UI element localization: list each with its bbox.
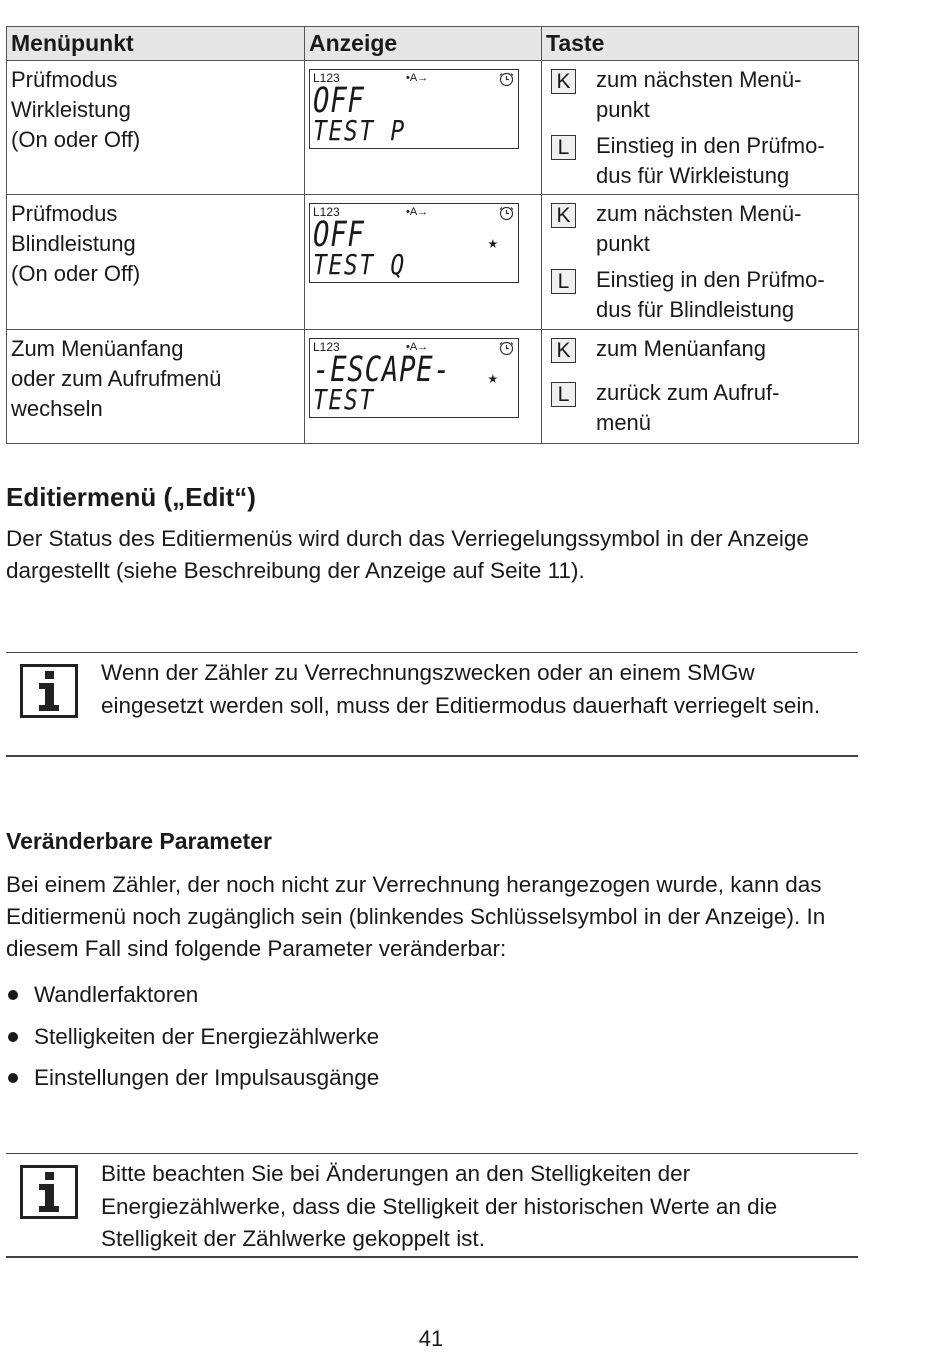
lcd-line-1: OFF <box>313 81 365 121</box>
table-row <box>7 195 859 330</box>
params-bullet-list <box>6 974 379 1099</box>
clock-icon <box>499 206 514 221</box>
menu-item-line: Prüfmodus <box>11 201 118 226</box>
page-number: 41 <box>418 1326 444 1351</box>
lcd-direction-indicator: •A→ <box>406 341 429 353</box>
key-cell <box>542 61 859 195</box>
key-description-line: dus für Wirkleistung <box>596 163 790 188</box>
key-description-line: zum Menüanfang <box>596 336 766 361</box>
menu-item-line: wechseln <box>11 396 103 421</box>
key-description-line: punkt <box>596 97 650 122</box>
display-cell <box>305 61 542 195</box>
info-icon <box>20 1165 78 1219</box>
menu-item-line: (On oder Off) <box>11 127 141 152</box>
lcd-phase-indicator: L123 <box>313 71 340 85</box>
lcd-line-2: TEST P <box>313 114 406 147</box>
header-key: Taste <box>542 27 859 61</box>
menu-item-cell <box>7 61 305 195</box>
menu-item-line: Blindleistung <box>11 231 136 256</box>
edit-paragraph: Der Status des Editiermenüs wird durch das Verriegelungssymbol in der Anzeige dargestellt (siehe Beschreibung der Anzeige auf Seite 11). <box>6 526 809 583</box>
info-note-edit <box>6 652 858 757</box>
params-heading: Veränderbare Parameter <box>6 828 272 854</box>
menu-item-line: Wirkleistung <box>11 97 131 122</box>
key-k-icon: K <box>551 338 576 363</box>
key-cell <box>542 330 859 444</box>
key-instruction <box>542 199 858 259</box>
menu-item-line: Zum Menüanfang <box>11 336 184 361</box>
key-instruction <box>542 65 858 125</box>
list-item: Stelligkeiten der Energiezählwerke <box>6 1016 379 1058</box>
lcd-phase-indicator: L123 <box>313 205 340 219</box>
info-note-edit-text: Wenn der Zähler zu Verrechnungszwecken oder an einem SMGw eingesetzt werden soll, muss der Editiermodus dauerhaft verriegelt sein. <box>101 660 821 718</box>
display-cell <box>305 195 542 330</box>
lcd-phase-indicator: L123 <box>313 340 340 354</box>
key-cell <box>542 195 859 330</box>
key-k-icon: K <box>551 203 576 228</box>
lcd-line-2: TEST Q <box>313 248 406 281</box>
key-l-icon: L <box>551 135 576 160</box>
table-row <box>7 61 859 195</box>
clock-icon <box>499 341 514 356</box>
menu-item-line: oder zum Aufrufmenü <box>11 366 222 391</box>
table-row <box>7 330 859 444</box>
key-instruction <box>542 265 858 325</box>
key-description-line: zurück zum Aufruf- <box>596 380 780 405</box>
key-k-icon: K <box>551 69 576 94</box>
lcd-line-2: TEST <box>313 383 375 416</box>
key-l-icon: L <box>551 382 576 407</box>
display-cell <box>305 330 542 444</box>
lcd-display <box>309 338 519 418</box>
menu-item-cell <box>7 330 305 444</box>
lcd-direction-indicator: •A→ <box>406 206 429 218</box>
params-paragraph: Bei einem Zähler, der noch nicht zur Verrechnung herangezogen wurde, kann das Editiermenü noch zugänglich sein (blinkendes Schlüsselsymbol in der Anzeige). In diesem Fall sind folgende Parameter veränderbar: <box>6 872 826 961</box>
list-item: Wandlerfaktoren <box>6 974 379 1016</box>
key-description-line: Einstieg in den Prüfmo- <box>596 267 825 292</box>
info-icon <box>20 664 78 718</box>
key-l-icon: L <box>551 269 576 294</box>
lcd-display <box>309 203 519 283</box>
header-menu: Menüpunkt <box>7 27 305 61</box>
header-display: Anzeige <box>305 27 542 61</box>
table-header-row <box>7 27 859 61</box>
key-instruction <box>542 334 858 364</box>
star-icon: ★ <box>487 368 498 388</box>
menu-item-line: (On oder Off) <box>11 261 141 286</box>
menu-item-cell <box>7 195 305 330</box>
key-description-line: Einstieg in den Prüfmo- <box>596 133 825 158</box>
key-description-line: punkt <box>596 231 650 256</box>
lcd-display <box>309 69 519 149</box>
lcd-line-1: OFF <box>313 215 365 255</box>
edit-heading: Editiermenü („Edit“) <box>6 482 256 512</box>
clock-icon <box>499 72 514 87</box>
menu-table <box>6 26 859 444</box>
info-note-params <box>6 1153 858 1258</box>
info-note-params-text: Bitte beachten Sie bei Änderungen an den Stelligkeiten der Energiezählwerke, dass die Stelligkeit der historischen Werte an die Stelligkeit der Zählwerke gekoppelt ist. <box>101 1161 778 1251</box>
star-icon: ★ <box>487 233 498 253</box>
list-item: Einstellungen der Impulsausgänge <box>6 1057 379 1099</box>
key-instruction <box>542 378 858 438</box>
key-description-line: zum nächsten Menü- <box>596 67 802 92</box>
menu-item-line: Prüfmodus <box>11 67 118 92</box>
key-description-line: zum nächsten Menü- <box>596 201 802 226</box>
lcd-direction-indicator: •A→ <box>406 72 429 84</box>
lcd-line-1: -ESCAPE- <box>313 350 451 390</box>
key-description-line: dus für Blindleistung <box>596 297 795 322</box>
key-description-line: menü <box>596 410 652 435</box>
key-instruction <box>542 131 858 191</box>
